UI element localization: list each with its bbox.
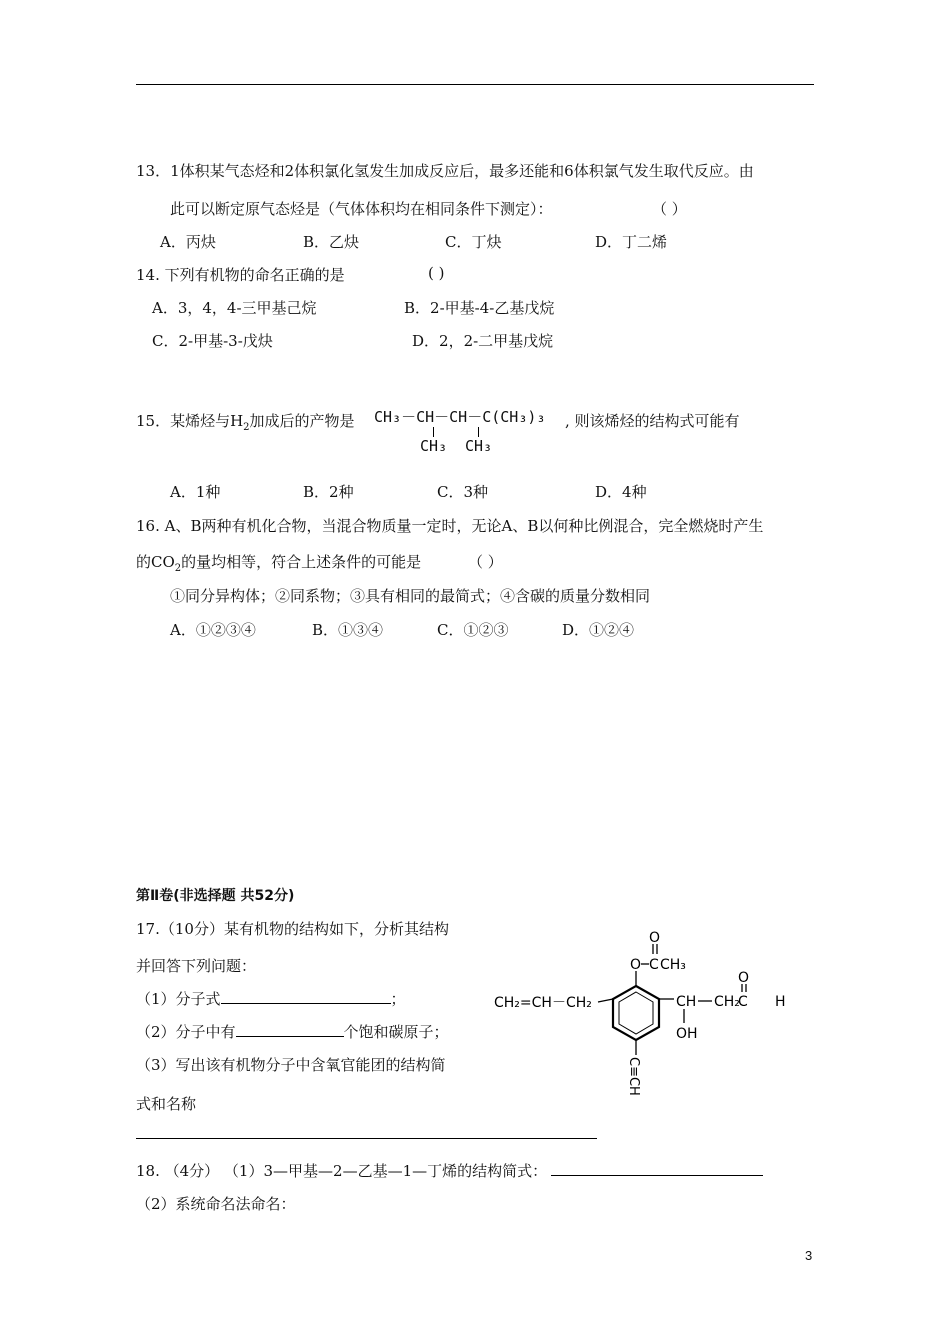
q17-part2 xyxy=(136,1021,449,1042)
right-ch: CH xyxy=(676,994,697,1010)
q14-option-d: D．2，2-二甲基戊烷 xyxy=(412,332,554,350)
q14-option-b: B．2-甲基-4-乙基戊烷 xyxy=(404,299,555,317)
q16-option-c: C．①②③ xyxy=(437,621,509,639)
q13-option-b: B．乙炔 xyxy=(303,233,360,251)
methyl-group: CH₃ xyxy=(660,957,686,973)
q17-part2-end: 个饱和碳原子； xyxy=(343,1023,449,1041)
q16-option-a: A．①②③④ xyxy=(170,621,256,639)
q15-branch-bond-1 xyxy=(433,427,434,437)
aldehyde-carbon: C xyxy=(738,994,748,1010)
q17-line2: 并回答下列问题： xyxy=(136,957,257,975)
carbonyl-carbon: C xyxy=(649,957,659,973)
q15-option-a: A．1种 xyxy=(170,483,221,501)
q14-option-a: A．3，4，4-三甲基己烷 xyxy=(152,299,317,317)
q15-stem-sub: 2 xyxy=(243,422,250,433)
q18-part1-answer-blank[interactable] xyxy=(551,1161,763,1176)
q15-option-b: B．2种 xyxy=(303,483,354,501)
q15-branch-2: CH₃ xyxy=(465,437,493,455)
q15-formula-main: CH₃－CH－CH－C(CH₃)₃ xyxy=(374,408,546,426)
left-chain-bond xyxy=(598,999,613,1002)
hydroxyl-group: OH xyxy=(676,1026,698,1042)
q15-stem-b: 加成后的产物是 xyxy=(249,412,355,430)
q14-stem: 14. 下列有机物的命名正确的是 xyxy=(136,266,345,284)
q17-part1-answer-blank[interactable] xyxy=(221,989,391,1004)
right-ch2: CH₂ xyxy=(714,994,740,1010)
q16-option-d: D．①②④ xyxy=(562,621,635,639)
q13-option-d: D．丁二烯 xyxy=(595,233,668,251)
q16-line2 xyxy=(136,551,421,574)
alkyne-group: C≡CH xyxy=(626,1057,641,1096)
header-rule xyxy=(136,84,814,85)
q15-option-d: D．4种 xyxy=(595,483,647,501)
aldehyde-oxygen: O xyxy=(738,970,750,986)
left-chain-label: CH₂=CH－CH₂ xyxy=(494,995,592,1011)
q17-part1-end: ； xyxy=(390,990,406,1008)
benzene-inner-ring xyxy=(619,992,653,1034)
q16-answer-paren: （ ） xyxy=(468,553,503,571)
q18-line1 xyxy=(136,1160,763,1181)
q17-part1 xyxy=(136,988,406,1009)
q15-option-c: C．3种 xyxy=(437,483,489,501)
q16-conditions: ①同分异构体；②同系物；③具有相同的最简式；④含碳的质量分数相同 xyxy=(170,587,651,605)
q17-structure-diagram xyxy=(490,925,800,1110)
q15-stem xyxy=(136,410,355,433)
page-number: 3 xyxy=(805,1248,813,1263)
q13-option-a: A．丙炔 xyxy=(160,233,216,251)
q15-tail: , 则该烯烃的结构式可能有 xyxy=(565,412,740,430)
q18-part1-label: 18. （4分） （1）3—甲基—2—乙基—1—丁烯的结构简式： xyxy=(136,1162,548,1180)
q14-answer-paren: ( ) xyxy=(428,264,445,282)
q17-answer-line[interactable] xyxy=(136,1138,597,1139)
q16-line2-a: 的CO xyxy=(136,553,175,571)
q16-line2-b: 的量均相等，符合上述条件的可能是 xyxy=(181,553,422,571)
q17-line1: 17.（10分）某有机物的结构如下，分析其结构 xyxy=(136,920,449,938)
q15-branch-1: CH₃ xyxy=(420,437,448,455)
q18-line2: （2）系统命名法命名： xyxy=(136,1195,296,1213)
q15-stem-a: 15．某烯烃与H xyxy=(136,412,244,430)
q15-branch-bond-2 xyxy=(478,427,479,437)
q13-option-c: C．丁炔 xyxy=(445,233,502,251)
aldehyde-hydrogen: H xyxy=(775,994,786,1010)
carbonyl-oxygen: O xyxy=(649,930,661,946)
q17-part3-line2: 式和名称 xyxy=(136,1095,197,1113)
q17-part3-line1: （3）写出该有机物分子中含氧官能团的结构简 xyxy=(136,1056,446,1074)
q17-part2-answer-blank[interactable] xyxy=(236,1022,344,1037)
benzene-ring xyxy=(613,986,659,1040)
ester-oxygen: O xyxy=(630,957,642,973)
q16-option-b: B．①③④ xyxy=(312,621,384,639)
q17-part2-label: （2）分子中有 xyxy=(136,1023,236,1041)
q13-line2: 此可以断定原气态烃是（气体体积均在相同条件下测定）： xyxy=(170,200,553,218)
section2-title: 第Ⅱ卷(非选择题 共52分) xyxy=(136,888,295,904)
q14-option-c: C．2-甲基-3-戊炔 xyxy=(152,332,273,350)
q13-line1: 13．1体积某气态烃和2体积氯化氢发生加成反应后，最多还能和6体积氯气发生取代反应。由 xyxy=(136,162,754,180)
q17-part1-label: （1）分子式 xyxy=(136,990,221,1008)
q16-line1: 16. A、B两种有机化合物，当混合物质量一定时，无论A、B以何种比例混合，完全燃烧时产生 xyxy=(136,517,764,535)
q16-line2-sub: 2 xyxy=(174,563,182,574)
q13-answer-paren: （ ） xyxy=(652,200,687,218)
